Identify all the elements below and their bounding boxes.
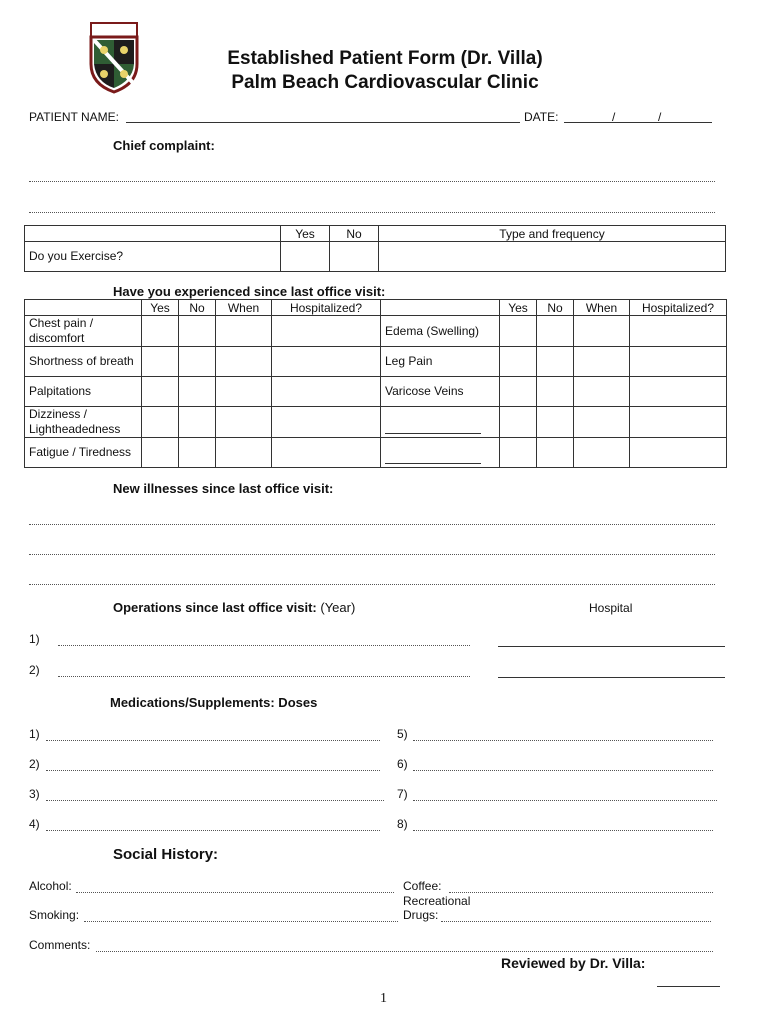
page-number: 1: [380, 991, 387, 1006]
date-separator: /: [612, 110, 616, 124]
symptom-cell[interactable]: [272, 438, 381, 468]
symptom-cell[interactable]: [179, 407, 216, 438]
hospital-label: Hospital: [589, 601, 633, 615]
drugs-field[interactable]: [441, 921, 711, 922]
symptom-cell[interactable]: [272, 347, 381, 377]
header-no: No: [537, 300, 574, 316]
medication-field[interactable]: [413, 830, 713, 831]
symptoms-heading: Have you experienced since last office visit:: [113, 284, 386, 299]
alcohol-field[interactable]: [76, 892, 394, 893]
symptom-varicose-veins: Varicose Veins: [381, 377, 500, 407]
new-illness-line[interactable]: [29, 554, 715, 555]
symptom-cell[interactable]: [179, 347, 216, 377]
symptom-cell[interactable]: [142, 438, 179, 468]
medication-number: 4): [29, 817, 40, 831]
chief-complaint-line[interactable]: [29, 212, 715, 213]
symptom-dizziness: Dizziness / Lightheadedness: [25, 407, 142, 438]
symptom-cell[interactable]: [574, 377, 630, 407]
smoking-field[interactable]: [84, 921, 398, 922]
operation-number: 2): [29, 663, 40, 677]
exercise-question: Do you Exercise?: [25, 242, 281, 272]
header-when: When: [574, 300, 630, 316]
clinic-logo: [88, 22, 140, 94]
symptom-cell[interactable]: [142, 347, 179, 377]
new-illness-line[interactable]: [29, 524, 715, 525]
symptom-cell[interactable]: [630, 347, 727, 377]
patient-name-field[interactable]: [126, 122, 520, 123]
symptom-cell[interactable]: [179, 316, 216, 347]
symptom-cell[interactable]: [537, 316, 574, 347]
symptom-cell[interactable]: [574, 316, 630, 347]
symptom-cell[interactable]: [216, 407, 272, 438]
symptom-cell[interactable]: [500, 316, 537, 347]
date-label: DATE:: [524, 110, 559, 124]
shield-crest-icon: [88, 22, 140, 94]
medications-label: Medications/Supplements: Doses: [110, 695, 318, 710]
medication-number: 6): [397, 757, 408, 771]
new-illnesses-label: New illnesses since last office visit:: [113, 481, 334, 496]
symptom-cell[interactable]: [500, 407, 537, 438]
patient-name-label: PATIENT NAME:: [29, 110, 120, 124]
medication-field[interactable]: [46, 740, 380, 741]
operation-year-field[interactable]: [58, 676, 470, 677]
symptom-cell[interactable]: [537, 347, 574, 377]
symptom-cell[interactable]: [574, 407, 630, 438]
medication-field[interactable]: [413, 770, 713, 771]
chief-complaint-label: Chief complaint:: [113, 138, 215, 153]
symptom-cell[interactable]: [630, 438, 727, 468]
operations-label: Operations since last office visit:: [113, 600, 317, 615]
symptom-cell[interactable]: [537, 438, 574, 468]
header-hospitalized: Hospitalized?: [272, 300, 381, 316]
medication-field[interactable]: [46, 800, 384, 801]
medication-number: 7): [397, 787, 408, 801]
symptom-chest-pain: Chest pain / discomfort: [25, 316, 142, 347]
symptom-leg-pain: Leg Pain: [381, 347, 500, 377]
symptom-cell[interactable]: [272, 377, 381, 407]
coffee-label: Coffee:: [403, 879, 442, 893]
exercise-type-cell[interactable]: [379, 242, 726, 272]
smoking-label: Smoking:: [29, 908, 80, 922]
form-title: Established Patient Form (Dr. Villa): [227, 48, 543, 69]
symptom-cell[interactable]: [142, 316, 179, 347]
coffee-field[interactable]: [449, 892, 713, 893]
symptom-cell[interactable]: [272, 407, 381, 438]
drugs-label: Drugs:: [403, 908, 439, 922]
exercise-no-cell[interactable]: [330, 242, 379, 272]
header-yes: Yes: [142, 300, 179, 316]
symptom-cell[interactable]: [142, 377, 179, 407]
comments-label: Comments:: [29, 938, 91, 952]
medication-number: 1): [29, 727, 40, 741]
operation-hospital-field[interactable]: [498, 646, 725, 647]
symptom-edema: Edema (Swelling): [381, 316, 500, 347]
symptom-cell[interactable]: [272, 316, 381, 347]
operation-number: 1): [29, 632, 40, 646]
header-hospitalized: Hospitalized?: [630, 300, 727, 316]
symptom-cell[interactable]: [574, 347, 630, 377]
symptom-cell[interactable]: [500, 347, 537, 377]
medication-number: 8): [397, 817, 408, 831]
date-field[interactable]: [564, 122, 712, 123]
col-type-frequency: Type and frequency: [379, 226, 726, 242]
medication-number: 3): [29, 787, 40, 801]
operation-hospital-field[interactable]: [498, 677, 725, 678]
symptom-cell[interactable]: [630, 316, 727, 347]
social-history-label: Social History:: [113, 846, 219, 863]
symptom-other-blank[interactable]: [381, 407, 500, 438]
reviewed-signature-field[interactable]: [657, 986, 720, 987]
symptom-other-blank[interactable]: [381, 438, 500, 468]
header-no: No: [179, 300, 216, 316]
exercise-table: [24, 225, 726, 272]
symptom-palpitations: Palpitations: [25, 377, 142, 407]
symptoms-table: [24, 299, 727, 468]
reviewed-by-label: Reviewed by Dr. Villa:: [501, 955, 646, 971]
medication-number: 2): [29, 757, 40, 771]
symptom-cell[interactable]: [630, 407, 727, 438]
symptom-cell[interactable]: [216, 377, 272, 407]
symptom-fatigue: Fatigue / Tiredness: [25, 438, 142, 468]
chief-complaint-line[interactable]: [29, 181, 715, 182]
symptom-cell[interactable]: [216, 316, 272, 347]
symptom-cell[interactable]: [179, 377, 216, 407]
header-yes: Yes: [500, 300, 537, 316]
symptom-cell[interactable]: [537, 377, 574, 407]
medication-field[interactable]: [46, 770, 380, 771]
clinic-name: Palm Beach Cardiovascular Clinic: [231, 72, 539, 93]
header-when: When: [216, 300, 272, 316]
new-illness-line[interactable]: [29, 584, 715, 585]
exercise-yes-cell[interactable]: [281, 242, 330, 272]
symptom-cell[interactable]: [500, 377, 537, 407]
operations-heading: [113, 600, 355, 615]
comments-field[interactable]: [96, 951, 713, 952]
medication-field[interactable]: [413, 740, 713, 741]
year-label: (Year): [320, 600, 356, 615]
symptom-cell[interactable]: [216, 347, 272, 377]
col-yes: Yes: [281, 226, 330, 242]
recreational-label: Recreational: [403, 894, 471, 908]
medication-number: 5): [397, 727, 408, 741]
symptom-cell[interactable]: [574, 438, 630, 468]
symptom-cell[interactable]: [216, 438, 272, 468]
symptom-cell[interactable]: [537, 407, 574, 438]
medication-field[interactable]: [413, 800, 717, 801]
symptom-cell[interactable]: [179, 438, 216, 468]
symptom-cell[interactable]: [142, 407, 179, 438]
operation-year-field[interactable]: [58, 645, 470, 646]
symptom-cell[interactable]: [630, 377, 727, 407]
symptom-shortness-of-breath: Shortness of breath: [25, 347, 142, 377]
date-separator: /: [658, 110, 662, 124]
symptom-cell[interactable]: [500, 438, 537, 468]
alcohol-label: Alcohol:: [29, 879, 72, 893]
col-no: No: [330, 226, 379, 242]
medication-field[interactable]: [46, 830, 380, 831]
